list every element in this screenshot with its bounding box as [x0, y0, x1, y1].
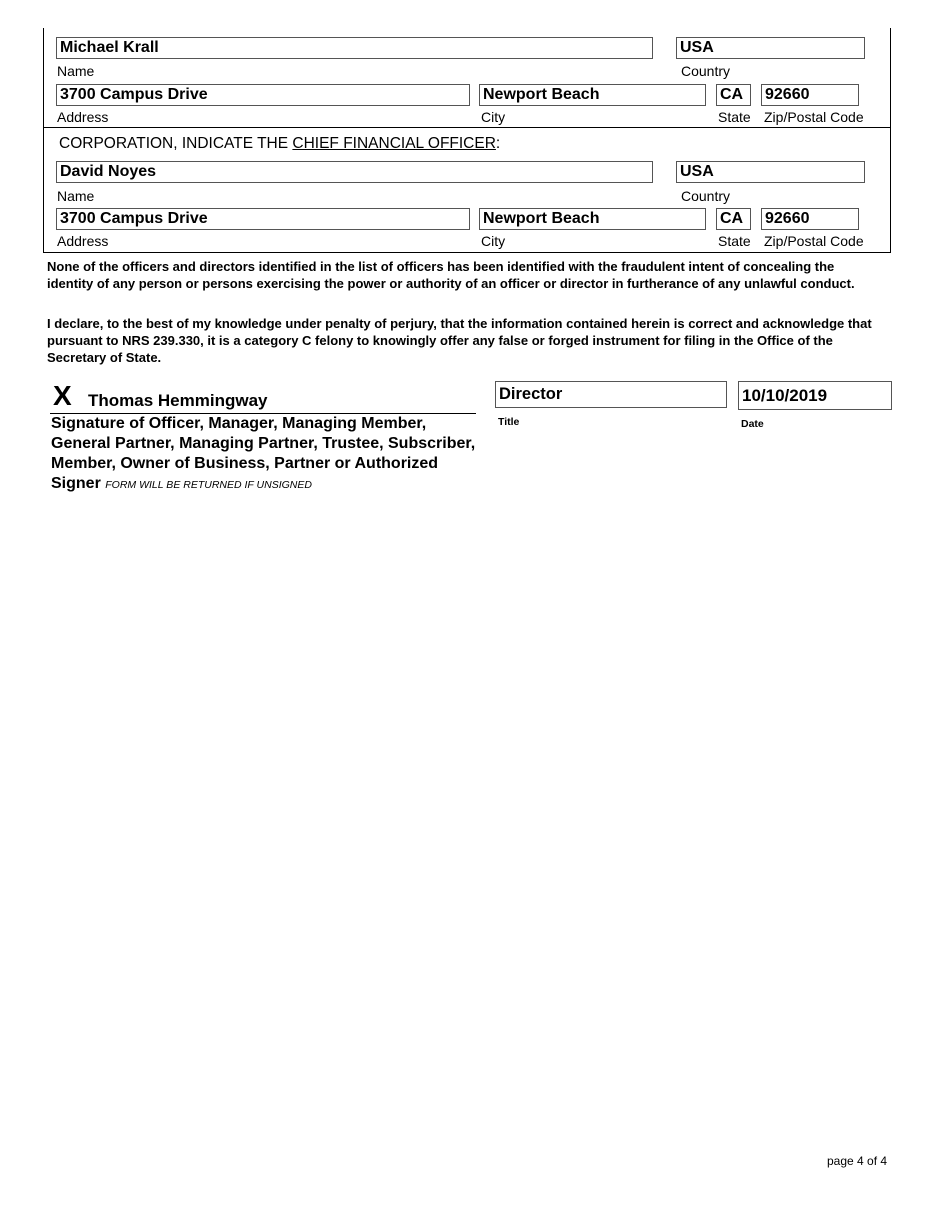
- perjury-statement: I declare, to the best of my knowledge under penalty of perjury, that the information contained herein is correct and acknowledge that pursuant to NRS 239.330, it is a category C felony to knowingly offer any false or forged instrument for filing in the Office of the Secretary of State.: [47, 316, 872, 365]
- title-label: Title: [498, 416, 520, 428]
- officer-1-zip-label: Zip/Postal Code: [764, 109, 864, 125]
- signature-x-mark: X: [53, 380, 72, 411]
- officer-2-state-field[interactable]: CA: [716, 208, 751, 230]
- page-number: page 4 of 4: [827, 1154, 888, 1168]
- date-label: Date: [741, 418, 764, 430]
- officer-1-country-label: Country: [681, 63, 731, 79]
- officer-2-state-label: State: [718, 233, 751, 249]
- officer-2-city-field[interactable]: Newport Beach: [479, 208, 706, 230]
- frame-divider: [43, 127, 891, 128]
- officer-2-zip-label: Zip/Postal Code: [764, 233, 864, 249]
- frame-right-border: [890, 28, 891, 253]
- officer-2-country-label: Country: [681, 188, 731, 204]
- officer-1-address-field[interactable]: 3700 Campus Drive: [56, 84, 470, 106]
- date-field[interactable]: 10/10/2019: [738, 381, 892, 410]
- officer-2-name-label: Name: [57, 188, 95, 204]
- officer-2-country-field[interactable]: USA: [676, 161, 865, 183]
- officer-2-zip-field[interactable]: 92660: [761, 208, 859, 230]
- officer-1-name-field[interactable]: Michael Krall: [56, 37, 653, 59]
- officer-1-city-field[interactable]: Newport Beach: [479, 84, 706, 106]
- officer-2-address-label: Address: [57, 233, 109, 249]
- fraud-statement: None of the officers and directors identified in the list of officers has been identified with the fraudulent intent of concealing the identity of any person or persons exercising the power or authority of an officer or director in furtherance of any unlawful conduct.: [47, 259, 855, 291]
- officer-1-country-field[interactable]: USA: [676, 37, 865, 59]
- officer-2-address-field[interactable]: 3700 Campus Drive: [56, 208, 470, 230]
- title-field[interactable]: Director: [495, 381, 727, 408]
- officer-2-city-label: City: [481, 233, 506, 249]
- signer-name[interactable]: Thomas Hemmingway: [88, 391, 268, 410]
- officer-1-zip-field[interactable]: 92660: [761, 84, 859, 106]
- officer-1-state-label: State: [718, 109, 751, 125]
- signature-caption: Signature of Officer, Manager, Managing Member, General Partner, Managing Partner, Trustee, Subscriber, Member, Owner of Business, Partner or Authorized Signer FORM WILL BE RETURNED IF UNSIGNED: [51, 415, 476, 492]
- officer-1-name-label: Name: [57, 63, 95, 79]
- unsigned-warning: FORM WILL BE RETURNED IF UNSIGNED: [105, 479, 312, 491]
- officer-1-address-label: Address: [57, 109, 109, 125]
- officer-2-name-field[interactable]: David Noyes: [56, 161, 653, 183]
- frame-left-border: [43, 28, 44, 253]
- officer-1-state-field[interactable]: CA: [716, 84, 751, 106]
- officer-1-city-label: City: [481, 109, 506, 125]
- frame-bottom-border: [43, 252, 891, 253]
- cfo-section-heading: CORPORATION, INDICATE THE CHIEF FINANCIAL OFFICER:: [59, 135, 501, 152]
